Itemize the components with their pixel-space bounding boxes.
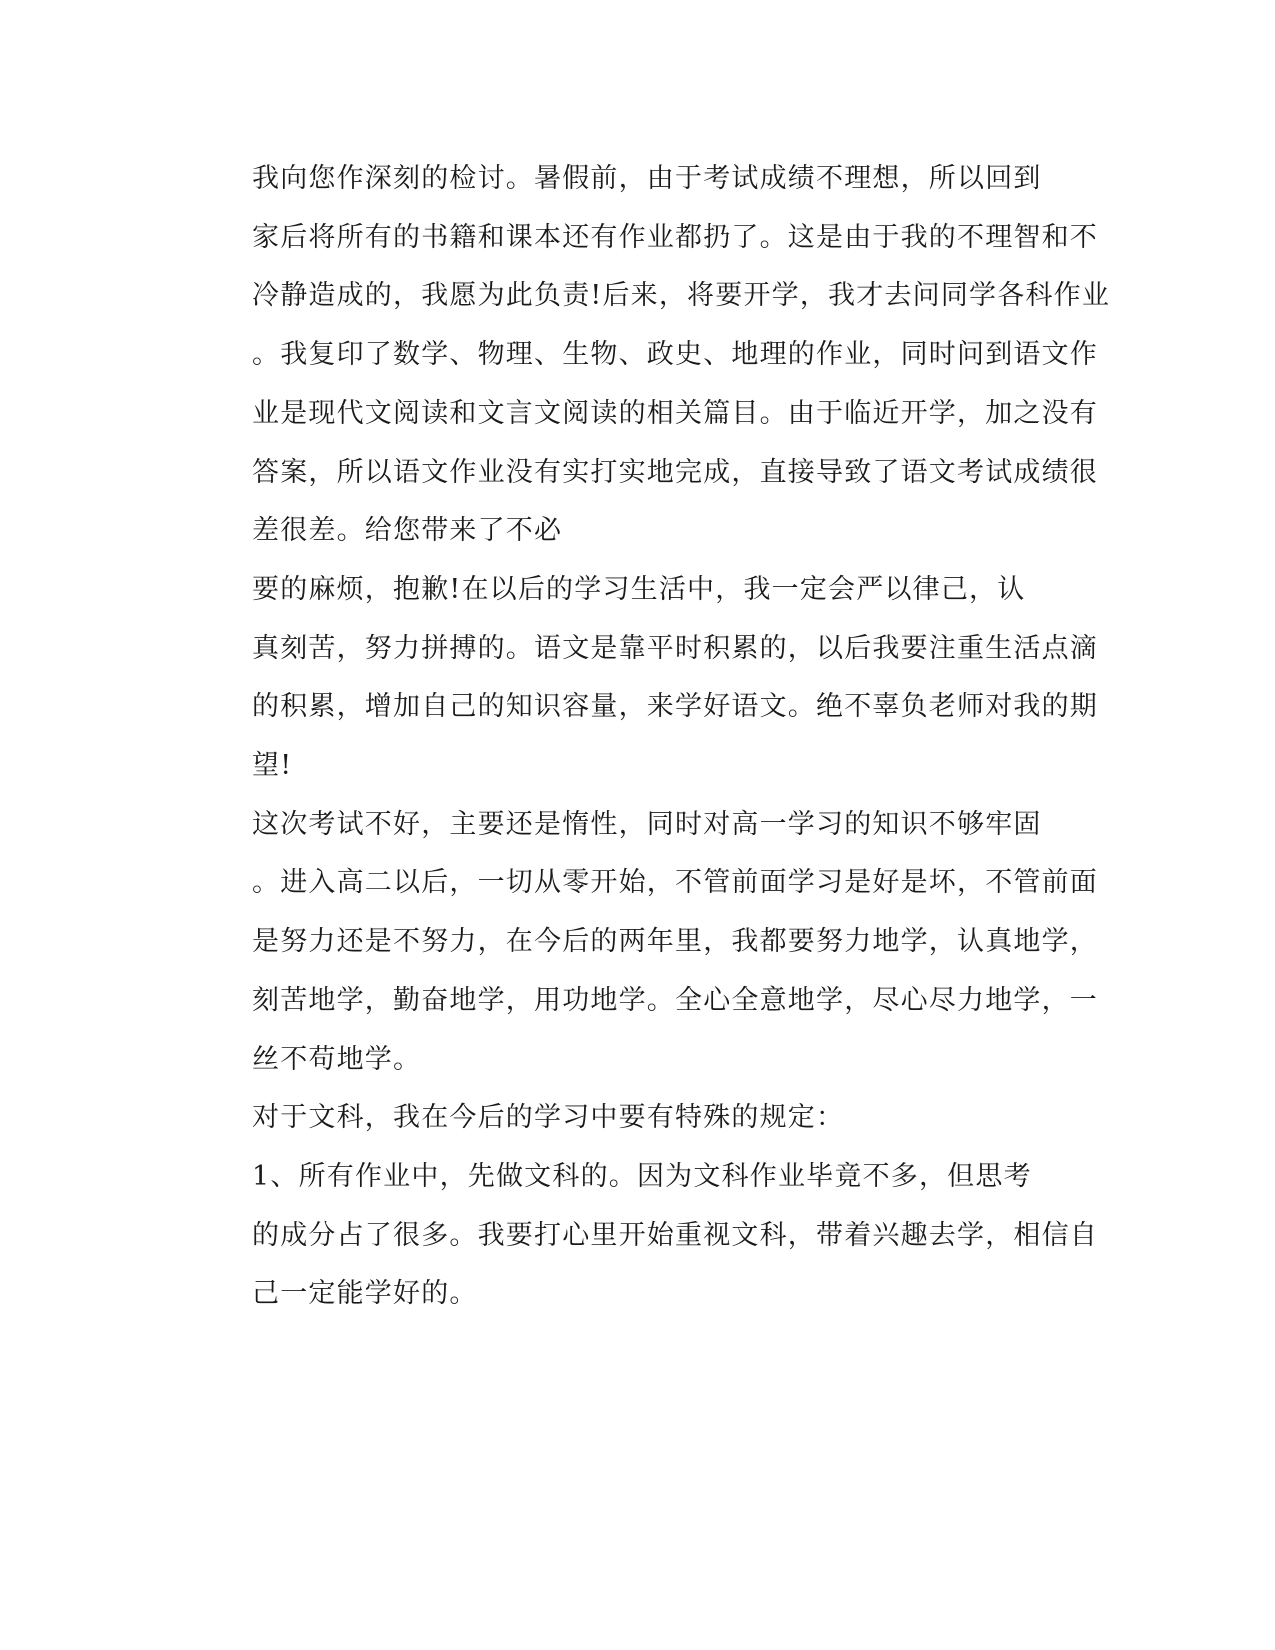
text-line: 丝不苟地学。 [252, 1043, 422, 1075]
text-line: 刻苦地学，勤奋地学，用功地学。全心全意地学，尽心尽力地学，一 [252, 984, 1098, 1016]
text-line: 我向您作深刻的检讨。暑假前，由于考试成绩不理想，所以回到 [252, 163, 1042, 194]
text-line: 答案，所以语文作业没有实打实地完成，直接导致了语文考试成绩很 [252, 456, 1098, 488]
text-line: 己一定能学好的。 [252, 1278, 478, 1310]
text-line: 真刻苦，努力拼搏的。语文是靠平时积累的，以后我要注重生活点滴 [252, 632, 1098, 664]
text-line: 这次考试不好，主要还是惰性，同时对高一学习的知识不够牢固 [252, 808, 1042, 840]
document-page [180, 150, 1111, 1324]
text-line: 的积累，增加自己的知识容量，来学好语文。绝不辜负老师对我的期 [252, 691, 1098, 723]
text-line: 要的麻烦，抱歉!在以后的学习生活中，我一定会严以律己，认 [252, 573, 1026, 605]
text-line: 。进入高二以后，一切从零开始，不管前面学习是好是坏，不管前面 [252, 867, 1098, 899]
text-line: 业是现代文阅读和文言文阅读的相关篇目。由于临近开学，加之没有 [252, 397, 1098, 429]
paragraph-5 [180, 1148, 1098, 1324]
text-line: 。我复印了数学、物理、生物、政史、地理的作业，同时问到语文作 [252, 339, 1098, 371]
text-line: 差很差。给您带来了不必 [252, 515, 563, 547]
paragraph-3 [180, 796, 1098, 1090]
text-line: 是努力还是不努力，在今后的两年里，我都要努力地学，认真地学， [252, 926, 1098, 958]
text-line: 的成分占了很多。我要打心里开始重视文科，带着兴趣去学，相信自 [252, 1219, 1098, 1251]
paragraph-1 [180, 150, 1111, 561]
text-line: 冷静造成的，我愿为此负责!后来，将要开学，我才去问同学各科作业 [252, 280, 1111, 312]
paragraph-4 [180, 1089, 1030, 1148]
text-line: 望! [252, 750, 293, 782]
text-line: 家后将所有的书籍和课本还有作业都扔了。这是由于我的不理智和不 [252, 221, 1098, 253]
paragraph-2 [180, 561, 1098, 796]
text-line: 1、所有作业中，先做文科的。因为文科作业毕竟不多，但思考 [252, 1160, 1032, 1192]
text-line: 对于文科，我在今后的学习中要有特殊的规定： [252, 1102, 845, 1134]
